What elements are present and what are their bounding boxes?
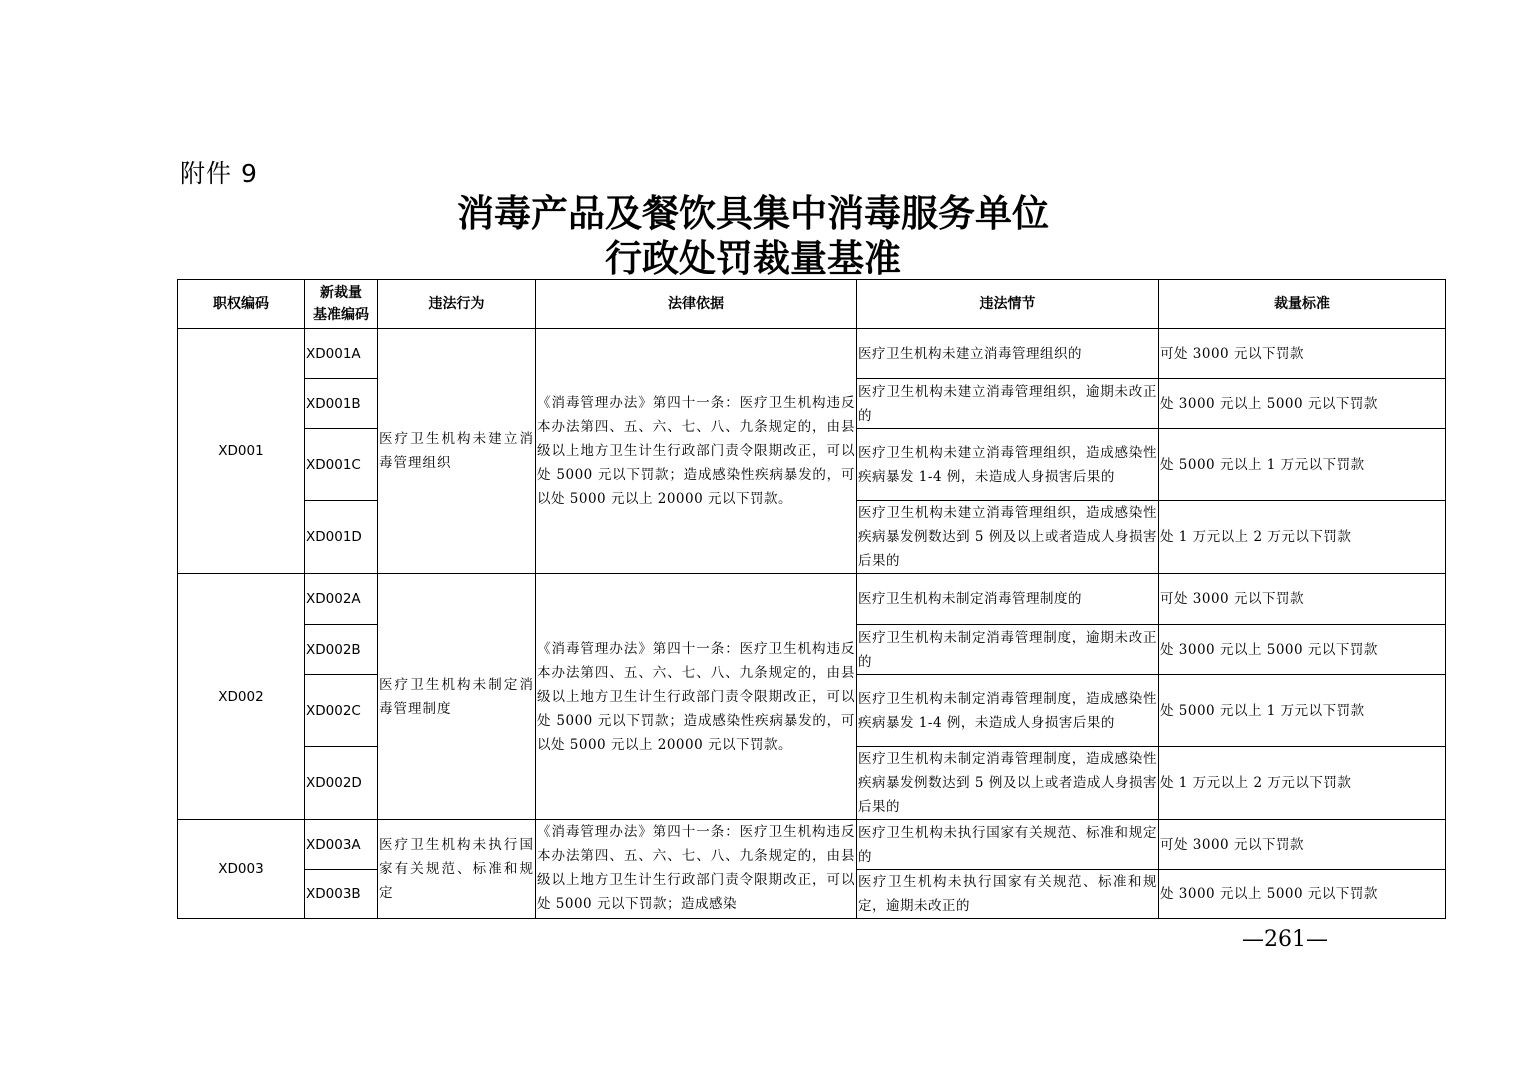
circumstance-cell: 医疗卫生机构未制定消毒管理制度，造成感染性疾病暴发 1-4 例，未造成人身损害后果的 — [857, 675, 1159, 747]
circumstance-cell: 医疗卫生机构未制定消毒管理制度的 — [857, 574, 1159, 625]
table-row — [178, 574, 1446, 625]
standard-cell: 可处 3000 元以下罚款 — [1159, 574, 1446, 625]
header-circumstance: 违法情节 — [857, 280, 1159, 329]
header-basis: 法律依据 — [536, 280, 857, 329]
subcode-cell: XD001D — [305, 501, 378, 574]
behavior-cell: 医疗卫生机构未制定消毒管理制度 — [378, 574, 536, 820]
table-row — [178, 329, 1446, 379]
behavior-cell: 医疗卫生机构未建立消毒管理组织 — [378, 329, 536, 574]
standard-cell: 处 5000 元以上 1 万元以下罚款 — [1159, 429, 1446, 501]
standard-cell: 处 3000 元以上 5000 元以下罚款 — [1159, 870, 1446, 919]
table-header-row — [178, 280, 1446, 329]
power-code-cell: XD003 — [178, 820, 305, 919]
subcode-cell: XD001B — [305, 379, 378, 429]
circumstance-cell: 医疗卫生机构未执行国家有关规范、标准和规定的 — [857, 820, 1159, 870]
subcode-cell: XD003B — [305, 870, 378, 919]
subcode-cell: XD002D — [305, 747, 378, 820]
power-code-cell: XD001 — [178, 329, 305, 574]
table-row — [178, 820, 1446, 870]
page-number: —261— — [1242, 927, 1328, 952]
header-behavior: 违法行为 — [378, 280, 536, 329]
circumstance-cell: 医疗卫生机构未建立消毒管理组织，逾期未改正的 — [857, 379, 1159, 429]
circumstance-cell: 医疗卫生机构未制定消毒管理制度，造成感染性疾病暴发例数达到 5 例及以上或者造成人身损害后果的 — [857, 747, 1159, 820]
header-subcode-line1: 新裁量 — [320, 285, 362, 301]
basis-cell — [536, 820, 857, 919]
standard-cell: 处 3000 元以上 5000 元以下罚款 — [1159, 625, 1446, 675]
circumstance-cell: 医疗卫生机构未执行国家有关规范、标准和规定，逾期未改正的 — [857, 870, 1159, 919]
circumstance-cell: 医疗卫生机构未制定消毒管理制度，逾期未改正的 — [857, 625, 1159, 675]
header-subcode-line2: 基准编码 — [313, 307, 369, 323]
penalty-discretion-table — [177, 279, 1446, 919]
standard-cell: 可处 3000 元以下罚款 — [1159, 820, 1446, 870]
header-subcode — [305, 280, 378, 329]
basis-cell: 《消毒管理办法》第四十一条：医疗卫生机构违反本办法第四、五、六、七、八、九条规定的，由县级以上地方卫生计生行政部门责令限期改正，可以处 5000 元以下罚款；造成感染性疾病暴发的，可以处 5000 元以上 20000 元以下罚款。 — [536, 574, 857, 820]
power-code-cell: XD002 — [178, 574, 305, 820]
standard-cell: 处 1 万元以上 2 万元以下罚款 — [1159, 747, 1446, 820]
circumstance-cell: 医疗卫生机构未建立消毒管理组织，造成感染性疾病暴发例数达到 5 例及以上或者造成人身损害后果的 — [857, 501, 1159, 574]
subcode-cell: XD001A — [305, 329, 378, 379]
subcode-cell: XD002C — [305, 675, 378, 747]
circumstance-cell: 医疗卫生机构未建立消毒管理组织的 — [857, 329, 1159, 379]
header-code: 职权编码 — [178, 280, 305, 329]
standard-cell: 处 5000 元以上 1 万元以下罚款 — [1159, 675, 1446, 747]
subcode-cell: XD002B — [305, 625, 378, 675]
standard-cell: 处 1 万元以上 2 万元以下罚款 — [1159, 501, 1446, 574]
subcode-cell: XD002A — [305, 574, 378, 625]
subcode-cell: XD001C — [305, 429, 378, 501]
document-title-line1: 消毒产品及餐饮具集中消毒服务单位 — [457, 191, 1049, 235]
standard-cell: 处 3000 元以上 5000 元以下罚款 — [1159, 379, 1446, 429]
basis-cell: 《消毒管理办法》第四十一条：医疗卫生机构违反本办法第四、五、六、七、八、九条规定的，由县级以上地方卫生计生行政部门责令限期改正，可以处 5000 元以下罚款；造成感染性疾病暴发的，可以处 5000 元以上 20000 元以下罚款。 — [536, 329, 857, 574]
behavior-cell: 医疗卫生机构未执行国家有关规范、标准和规定 — [378, 820, 536, 919]
basis-text: 《消毒管理办法》第四十一条：医疗卫生机构违反本办法第四、五、六、七、八、九条规定的，由县级以上地方卫生计生行政部门责令限期改正，可以处 5000 元以下罚款；造成感染 — [537, 824, 855, 912]
header-standard: 裁量标准 — [1159, 280, 1446, 329]
attachment-label: 附件 9 — [180, 159, 258, 188]
document-title-line2: 行政处罚裁量基准 — [605, 236, 901, 280]
subcode-cell: XD003A — [305, 820, 378, 870]
standard-cell: 可处 3000 元以下罚款 — [1159, 329, 1446, 379]
circumstance-cell: 医疗卫生机构未建立消毒管理组织，造成感染性疾病暴发 1-4 例，未造成人身损害后果的 — [857, 429, 1159, 501]
